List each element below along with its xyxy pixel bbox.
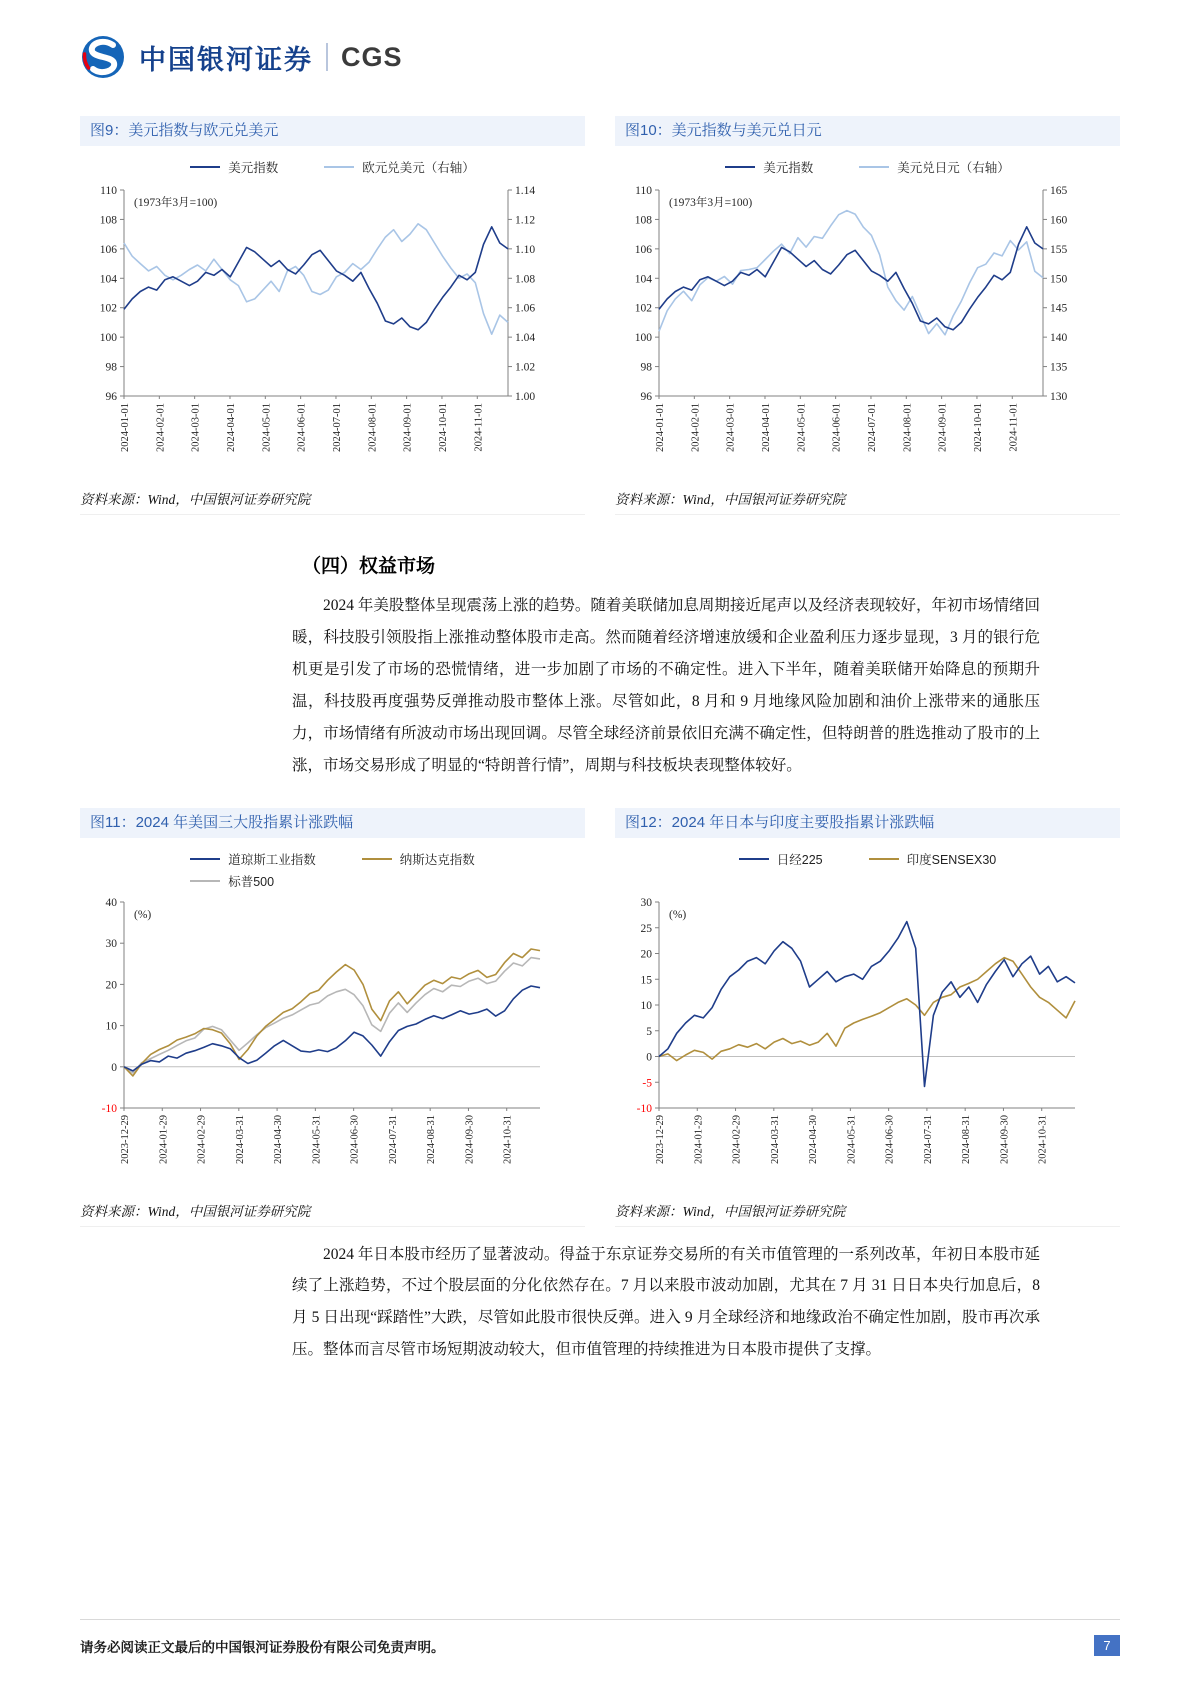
legend-label: 欧元兑美元（右轴）: [362, 161, 475, 175]
x-axis-label: 2024-11-01: [1008, 403, 1020, 452]
axis-tick-label: 1.04: [515, 332, 536, 345]
axis-tick-label: 104: [99, 273, 117, 286]
axis-tick-label: 15: [640, 973, 652, 986]
figure-10-source: 资料来源：Wind，中国银河证券研究院: [615, 488, 1120, 515]
x-axis-label: 2024-06-30: [884, 1114, 896, 1164]
x-axis-label: 2024-02-01: [690, 403, 702, 452]
fig10-svg: [615, 182, 1089, 482]
axis-tick-label: 145: [1050, 302, 1068, 315]
x-axis-label: 2024-09-01: [402, 403, 414, 452]
figure-9-legend: [80, 158, 585, 182]
x-axis-label: 2024-04-30: [808, 1114, 820, 1164]
axis-tick-label: 100: [99, 332, 117, 345]
legend-label: 标普500: [228, 874, 275, 889]
axis-tick-label: 1.10: [515, 243, 536, 256]
legend-line-swatch: [869, 858, 899, 860]
figure-10: [615, 116, 1120, 515]
axis-tick-label: 104: [634, 273, 652, 286]
figure-12-source: 资料来源：Wind，中国银河证券研究院: [615, 1200, 1120, 1227]
figure-row-top: [80, 116, 1120, 515]
x-axis-label: 2024-04-01: [225, 403, 237, 452]
x-axis-label: 2024-02-29: [731, 1114, 743, 1164]
x-axis-label: 2024-01-01: [655, 403, 666, 452]
axis-tick-label: 1.00: [515, 391, 536, 403]
paragraph-japan-equities: 2024 年日本股市经历了显著波动。得益于东京证券交易所的有关市值管理的一系列改革，年初日本股市延续了上涨趋势，不过个股层面的分化依然存在。7 月以来股市波动加剧，尤其在 7 月 31 日日本央行加息后，8 月 5 日出现“踩踏性”大跌，尽管如此股市很快反弹。进入 9 月全球经济和地缘政治不确定性加剧，股市再次承压。整体而言尽管市场短期波动较大，但市值管理的持续推进为日本股市提供了支撑。: [292, 1245, 1040, 1359]
axis-tick-label: 150: [1050, 273, 1068, 286]
fig11-svg: [80, 894, 554, 1194]
axis-tick-label: 5: [646, 1025, 652, 1038]
x-axis-label: 2023-12-29: [120, 1114, 131, 1164]
legend-item: [869, 850, 997, 868]
x-axis-label: 2024-05-31: [311, 1114, 323, 1164]
axis-tick-label: 96: [640, 391, 652, 403]
x-axis-label: 2024-08-31: [426, 1114, 438, 1164]
page-number-badge: 7: [1094, 1635, 1120, 1656]
fig9-svg: [80, 182, 554, 482]
axis-tick-label: -10: [636, 1102, 652, 1115]
figure-9-plot-area: [80, 182, 585, 482]
legend-line-swatch: [725, 166, 755, 168]
x-axis-label: 2024-04-01: [760, 403, 772, 452]
x-axis-label: 2024-07-01: [331, 403, 343, 452]
figure-11-source: 资料来源：Wind，中国银河证券研究院: [80, 1200, 585, 1227]
x-axis-label: 2024-07-01: [866, 403, 878, 452]
figure-9-chart: [80, 158, 585, 482]
brand-divider: [326, 43, 328, 71]
figure-row-bottom: [80, 808, 1120, 1227]
figure-12-legend: [615, 850, 1120, 894]
legend-item: [190, 850, 316, 868]
series-line: [124, 986, 540, 1071]
brand-name: 中国银河证券: [139, 44, 313, 75]
x-axis-label: 2024-06-01: [296, 403, 308, 452]
axis-tick-label: 130: [1050, 391, 1068, 403]
x-axis-label: 2024-05-01: [796, 403, 808, 452]
legend-line-swatch: [859, 166, 889, 168]
x-axis-label: 2024-10-31: [1037, 1114, 1049, 1164]
series-line: [124, 957, 540, 1072]
x-axis-label: 2024-05-01: [261, 403, 273, 452]
x-axis-label: 2024-03-31: [769, 1114, 781, 1164]
axis-tick-label: 135: [1050, 361, 1068, 374]
series-line: [124, 227, 508, 330]
series-line: [659, 227, 1043, 330]
axis-tick-label: 20: [105, 978, 117, 991]
x-axis-label: 2024-07-31: [387, 1114, 399, 1164]
x-axis-label: 2024-03-31: [234, 1114, 246, 1164]
legend-line-swatch: [190, 858, 220, 860]
axis-tick-label: 30: [640, 896, 652, 909]
series-line: [124, 224, 508, 334]
x-axis-label: 2024-08-31: [961, 1114, 973, 1164]
x-axis-label: 2024-04-30: [273, 1114, 285, 1164]
axis-annotation: (1973年3月=100): [134, 197, 218, 209]
fig12-svg: [615, 894, 1089, 1194]
page-footer: [80, 1619, 1120, 1656]
axis-tick-label: 1.02: [515, 361, 536, 374]
legend-item: [324, 158, 475, 176]
axis-tick-label: 98: [105, 361, 117, 374]
axis-tick-label: 10: [640, 999, 652, 1012]
legend-item: [362, 850, 475, 868]
x-axis-label: 2024-10-01: [972, 403, 984, 452]
x-axis-label: 2024-09-30: [999, 1114, 1011, 1164]
axis-tick-label: 102: [634, 302, 652, 315]
axis-tick-label: -10: [101, 1102, 117, 1115]
legend-item: [725, 158, 813, 176]
axis-tick-label: 1.14: [515, 185, 536, 197]
legend-line-swatch: [739, 858, 769, 860]
legend-item: [190, 872, 316, 890]
figure-12: [615, 808, 1120, 1227]
axis-tick-label: 20: [640, 948, 652, 961]
legend-item: [859, 158, 1010, 176]
legend-label: 纳斯达克指数: [399, 852, 475, 867]
paragraph-us-equities: 2024 年美股整体呈现震荡上涨的趋势。随着美联储加息周期接近尾声以及经济表现较好，年初市场情绪回暖，科技股引领股指上涨推动整体股市走高。然而随着经济增速放缓和企业盈利压力逐步显现，3 月的银行危机更是引发了市场的恐慌情绪，进一步加剧了市场的不确定性。进入下半年，随着美联储开始降息的预期升温，科技股再度强势反弹推动股市整体上涨。尽管如此，8 月和 9 月地缘风险加剧和油价上涨带来的通胀压力，市场情绪有所波动市场出现回调。尽管全球经济前景依旧充满不确定性，但特朗普的胜选推动了股市的上涨，市场交易形成了明显的“特朗普行情”，周期与科技板块表现整体较好。: [292, 597, 1040, 774]
axis-tick-label: 96: [105, 391, 117, 403]
axis-tick-label: 106: [634, 243, 652, 256]
figure-10-legend: [615, 158, 1120, 182]
brand-header: [80, 34, 1120, 80]
axis-tick-label: 30: [105, 937, 117, 950]
figure-12-title: 图12：2024 年日本与印度主要股指累计涨跌幅: [615, 808, 1120, 838]
axis-annotation: (%): [669, 908, 687, 921]
x-axis-label: 2024-01-01: [120, 403, 131, 452]
axis-tick-label: 140: [1050, 332, 1068, 345]
x-axis-label: 2024-08-01: [367, 403, 379, 452]
axis-tick-label: 160: [1050, 214, 1068, 227]
x-axis-label: 2024-06-30: [349, 1114, 361, 1164]
x-axis-label: 2024-03-01: [725, 403, 737, 452]
axis-tick-label: 100: [634, 332, 652, 345]
axis-annotation: (1973年3月=100): [669, 197, 753, 209]
section-heading: （四）权益市场: [302, 556, 436, 577]
axis-tick-label: 155: [1050, 243, 1068, 256]
axis-annotation: (%): [134, 908, 152, 921]
axis-tick-label: 40: [105, 896, 117, 909]
legend-label: 道琼斯工业指数: [228, 852, 316, 867]
x-axis-label: 2024-10-01: [437, 403, 449, 452]
legend-label: 印度SENSEX30: [906, 852, 997, 867]
legend-label: 美元指数: [228, 161, 279, 175]
legend-label: 美元指数: [763, 161, 814, 175]
axis-tick-label: 102: [99, 302, 117, 315]
axis-tick-label: 1.08: [515, 273, 536, 286]
x-axis-label: 2024-01-29: [693, 1114, 705, 1164]
figure-10-plot-area: [615, 182, 1120, 482]
x-axis-label: 2024-10-31: [502, 1114, 514, 1164]
figure-9-source: 资料来源：Wind，中国银河证券研究院: [80, 488, 585, 515]
axis-tick-label: 106: [99, 243, 117, 256]
figure-12-chart: [615, 850, 1120, 1194]
figure-11-plot-area: [80, 894, 585, 1194]
legend-line-swatch: [362, 858, 392, 860]
figure-11-chart: [80, 850, 585, 1194]
axis-tick-label: 25: [640, 922, 652, 935]
x-axis-label: 2024-11-01: [473, 403, 485, 452]
figure-10-title: 图10：美元指数与美元兑日元: [615, 116, 1120, 146]
figure-12-plot-area: [615, 894, 1120, 1194]
axis-tick-label: 110: [100, 185, 117, 197]
axis-tick-label: 98: [640, 361, 652, 374]
series-line: [659, 211, 1043, 335]
x-axis-label: 2024-02-29: [196, 1114, 208, 1164]
legend-label: 美元兑日元（右轴）: [897, 161, 1010, 175]
axis-tick-label: 1.12: [515, 214, 536, 227]
figure-11-title: 图11：2024 年美国三大股指累计涨跌幅: [80, 808, 585, 838]
axis-tick-label: 1.06: [515, 302, 536, 315]
axis-tick-label: 110: [635, 185, 652, 197]
legend-line-swatch: [190, 880, 220, 882]
legend-item: [190, 158, 278, 176]
figure-9-title: 图9：美元指数与欧元兑美元: [80, 116, 585, 146]
figure-10-chart: [615, 158, 1120, 482]
figure-11-legend: [80, 850, 585, 894]
legend-line-swatch: [190, 166, 220, 168]
figure-11: [80, 808, 585, 1227]
x-axis-label: 2024-05-31: [846, 1114, 858, 1164]
x-axis-label: 2024-01-29: [158, 1114, 170, 1164]
axis-tick-label: 165: [1050, 185, 1068, 197]
x-axis-label: 2024-06-01: [831, 403, 843, 452]
axis-tick-label: 0: [111, 1061, 117, 1074]
legend-item: [739, 850, 823, 868]
legend-label: 日经225: [776, 852, 823, 867]
footer-disclaimer: 请务必阅读正文最后的中国银河证券股份有限公司免责声明。: [80, 1639, 445, 1655]
figure-9: [80, 116, 585, 515]
axis-tick-label: 108: [99, 214, 117, 227]
brand-abbr: CGS: [341, 41, 403, 72]
cgs-logo-icon: [80, 34, 126, 80]
x-axis-label: 2024-07-31: [922, 1114, 934, 1164]
axis-tick-label: 108: [634, 214, 652, 227]
x-axis-label: 2024-08-01: [902, 403, 914, 452]
axis-tick-label: 10: [105, 1020, 117, 1033]
x-axis-label: 2024-02-01: [155, 403, 167, 452]
axis-tick-label: -5: [642, 1076, 652, 1089]
x-axis-label: 2024-09-30: [464, 1114, 476, 1164]
legend-line-swatch: [324, 166, 354, 168]
axis-tick-label: 0: [646, 1051, 652, 1064]
x-axis-label: 2023-12-29: [655, 1114, 666, 1164]
x-axis-label: 2024-09-01: [937, 403, 949, 452]
x-axis-label: 2024-03-01: [190, 403, 202, 452]
series-line: [659, 921, 1075, 1086]
